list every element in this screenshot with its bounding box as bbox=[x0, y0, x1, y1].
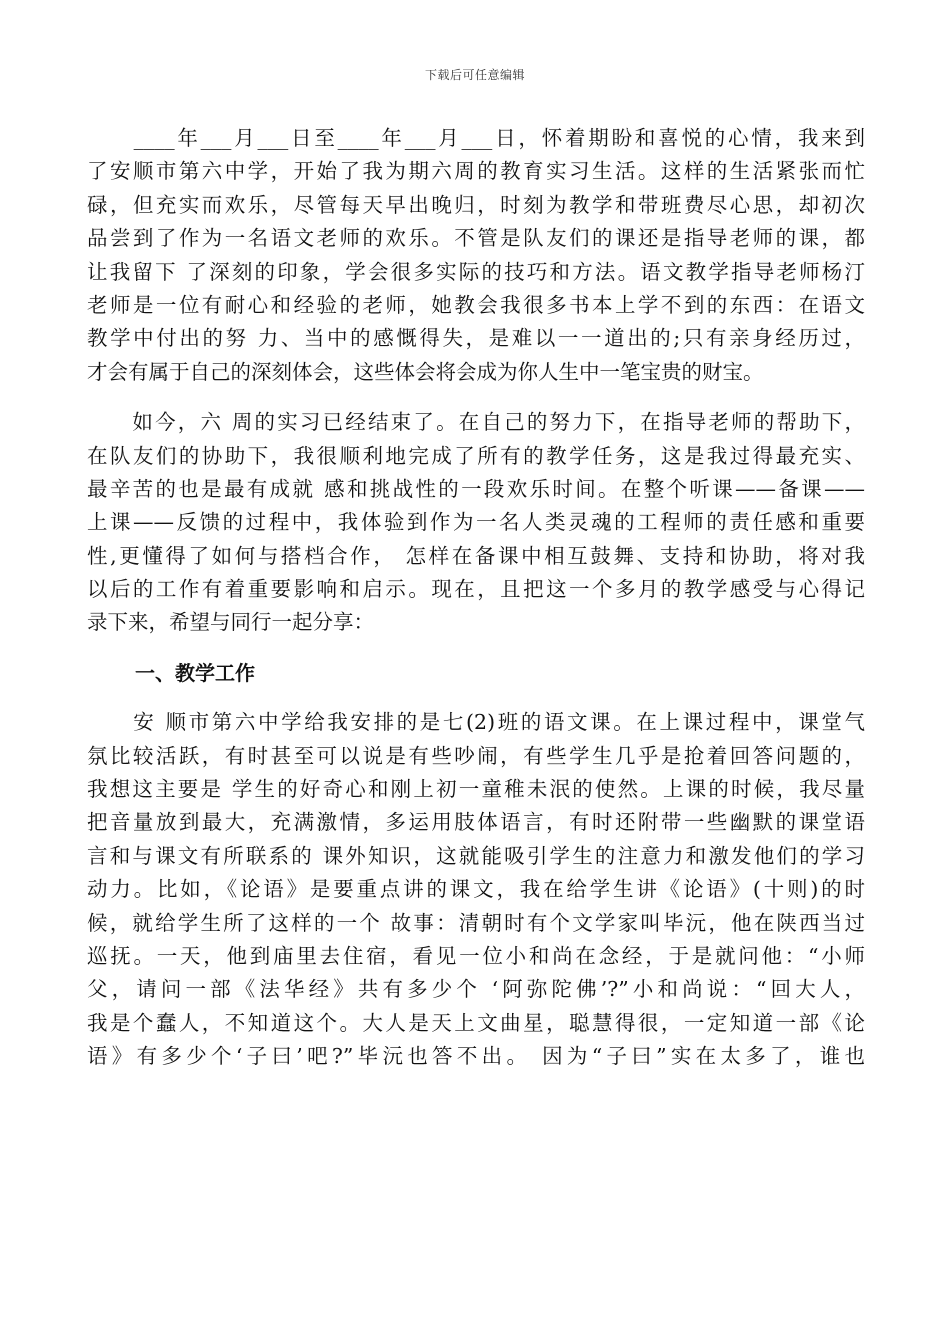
text-line: 父，请问一部《法华经》共有多少个 ‘阿弥陀佛’?”小和尚说：“回大人， bbox=[87, 977, 865, 1002]
text-line: 录下来，希望与同行一起分享： bbox=[87, 610, 374, 635]
page-header: 下载后可任意编辑 bbox=[424, 68, 525, 82]
text-line: 我是个蠢人，不知道这个。大人是天上文曲星，聪慧得很，一定知道一部《论 bbox=[87, 1010, 865, 1035]
text-line: 才会有属于自己的深刻体会，这些体会将会成为你人生中一笔宝贵的财宝。 bbox=[87, 359, 764, 384]
text-line: 教学中付出的努 力、当中的感慨得失，是难以一一道出的;只有亲身经历过， bbox=[87, 326, 865, 351]
text-line: 上课——反馈的过程中，我体验到作为一名人类灵魂的工程师的责任感和重要 bbox=[87, 510, 865, 535]
text-line: 品尝到了作为一名语文老师的欢乐。不管是队友们的课还是指导老师的课，都 bbox=[87, 226, 865, 251]
paragraph-internship-summary bbox=[87, 406, 865, 640]
text-line: 把音量放到最大，充满激情，多运用肢体语言，有时还附带一些幽默的课堂语 bbox=[87, 810, 865, 835]
document-body bbox=[87, 122, 865, 1091]
text-line: 我想这主要是 学生的好奇心和刚上初一童稚未泯的使然。上课的时候，我尽量 bbox=[87, 777, 865, 802]
text-line: 碌，但充实而欢乐，尽管每天早出晚归，时刻为教学和带班费尽心思，却初次 bbox=[87, 192, 865, 217]
text-line: 在队友们的协助下，我很顺利地完成了所有的教学任务，这是我过得最充实、 bbox=[87, 443, 865, 468]
text-line: 言和与课文有所联系的 课外知识，这就能吸引学生的注意力和激发他们的学习 bbox=[87, 843, 865, 868]
text-line: 候，就给学生所了这样的一个 故事：清朝时有个文学家叫毕沅，他在陕西当过 bbox=[87, 910, 865, 935]
text-line: ____年___月___日至____年___月___日，怀着期盼和喜悦的心情，我来到 bbox=[87, 126, 865, 150]
paragraph-internship-intro bbox=[87, 122, 865, 389]
text-line: 动力。比如，《论语》是要重点讲的课文，我在给学生讲《论语》(十则)的时 bbox=[87, 877, 865, 902]
section-heading-teaching-work: 一、教学工作 bbox=[135, 660, 255, 685]
text-line: 巡抚。一天，他到庙里去住宿，看见一位小和尚在念经，于是就问他：“小师 bbox=[87, 943, 865, 968]
text-line: 性,更懂得了如何与搭档合作， 怎样在备课中相互鼓舞、支持和协助，将对我 bbox=[87, 543, 865, 568]
text-line: 让我留下 了深刻的印象，学会很多实际的技巧和方法。语文教学指导老师杨汀 bbox=[87, 259, 865, 284]
text-line: 安 顺市第六中学给我安排的是七(2)班的语文课。在上课过程中，课堂气 bbox=[87, 710, 865, 735]
text-line: 语》有多少个‘子曰’吧?”毕沅也答不出。 因为“子曰”实在太多了，谁也 bbox=[87, 1044, 865, 1069]
text-line: 了安顺市第六中学，开始了我为期六周的教育实习生活。这样的生活紧张而忙 bbox=[87, 159, 865, 184]
text-line: 以后的工作有着重要影响和启示。现在，且把这一个多月的教学感受与心得记 bbox=[87, 577, 865, 602]
text-line: 如今，六 周的实习已经结束了。在自己的努力下，在指导老师的帮助下， bbox=[87, 410, 865, 435]
paragraph-teaching-work bbox=[87, 706, 865, 1073]
text-line: 氛比较活跃，有时甚至可以说是有些吵闹，有些学生几乎是抢着回答问题的， bbox=[87, 743, 865, 768]
text-line: 老师是一位有耐心和经验的老师，她教会我很多书本上学不到的东西：在语文 bbox=[87, 292, 865, 317]
text-line: 最辛苦的也是最有成就 感和挑战性的一段欢乐时间。在整个听课——备课—— bbox=[87, 476, 865, 501]
